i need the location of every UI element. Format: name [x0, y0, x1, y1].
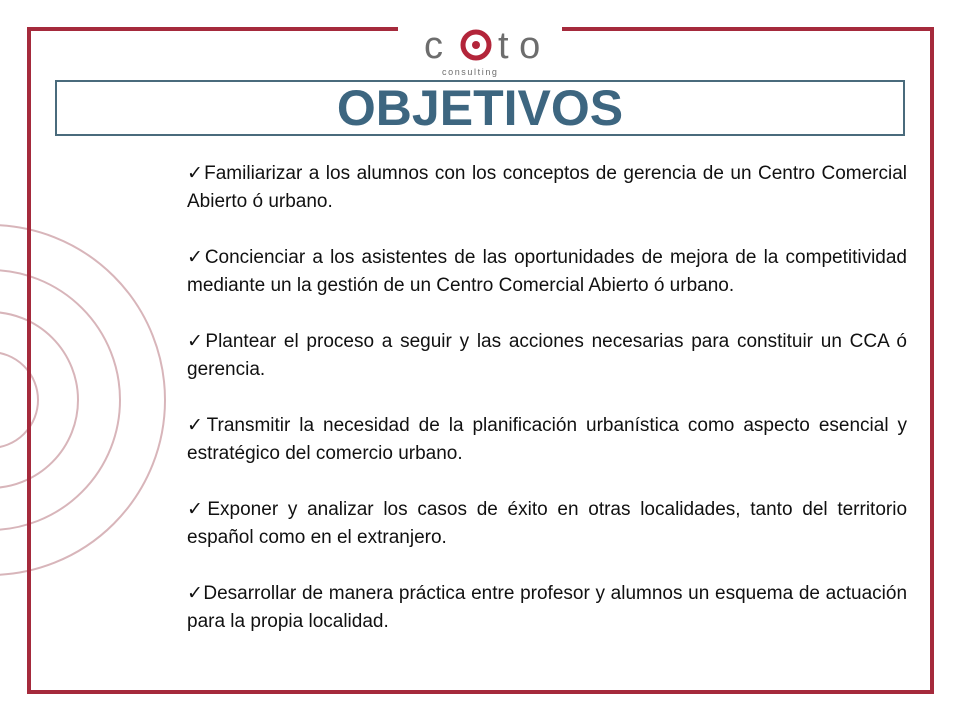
list-item-text: Plantear el proceso a seguir y las acciones necesarias para constituir un CCA ó gerencia.	[187, 331, 908, 380]
list-item-text: Familiarizar a los alumnos con los conceptos de gerencia de un Centro Comercial Abierto ó urbano.	[187, 163, 908, 212]
list-item-text: Concienciar a los asistentes de las oportunidades de mejora de la competitividad mediante un la gestión de un Centro Comercial Abierto ó urbano.	[187, 247, 907, 296]
list-item	[187, 244, 907, 300]
logo-target-icon	[463, 32, 489, 58]
check-icon: ✓	[187, 163, 205, 184]
list-item-text: Exponer y analizar los casos de éxito en otras localidades, tanto del territorio español como en el extranjero.	[187, 499, 908, 548]
list-item	[187, 328, 907, 384]
list-item	[187, 412, 907, 468]
list-item-text: Transmitir la necesidad de la planificación urbanística como aspecto esencial y estratégico del comercio urbano.	[187, 415, 907, 464]
page-title: OBJETIVOS	[336, 80, 624, 136]
objectives-list	[187, 160, 907, 636]
check-icon: ✓	[187, 331, 206, 352]
logo-wordmark-left: c	[424, 25, 443, 67]
check-icon: ✓	[187, 499, 208, 520]
logo	[398, 0, 562, 82]
check-icon: ✓	[187, 583, 204, 604]
list-item	[187, 580, 907, 636]
list-item	[187, 496, 907, 552]
list-item-text: Desarrollar de manera práctica entre profesor y alumnos un esquema de actuación para la propia localidad.	[187, 583, 908, 632]
title-box	[55, 80, 905, 136]
logo-wordmark-right: t o	[498, 25, 541, 67]
logo-subtext: consulting	[442, 67, 499, 77]
check-icon: ✓	[187, 247, 205, 268]
list-item	[187, 160, 907, 216]
check-icon: ✓	[187, 415, 207, 436]
